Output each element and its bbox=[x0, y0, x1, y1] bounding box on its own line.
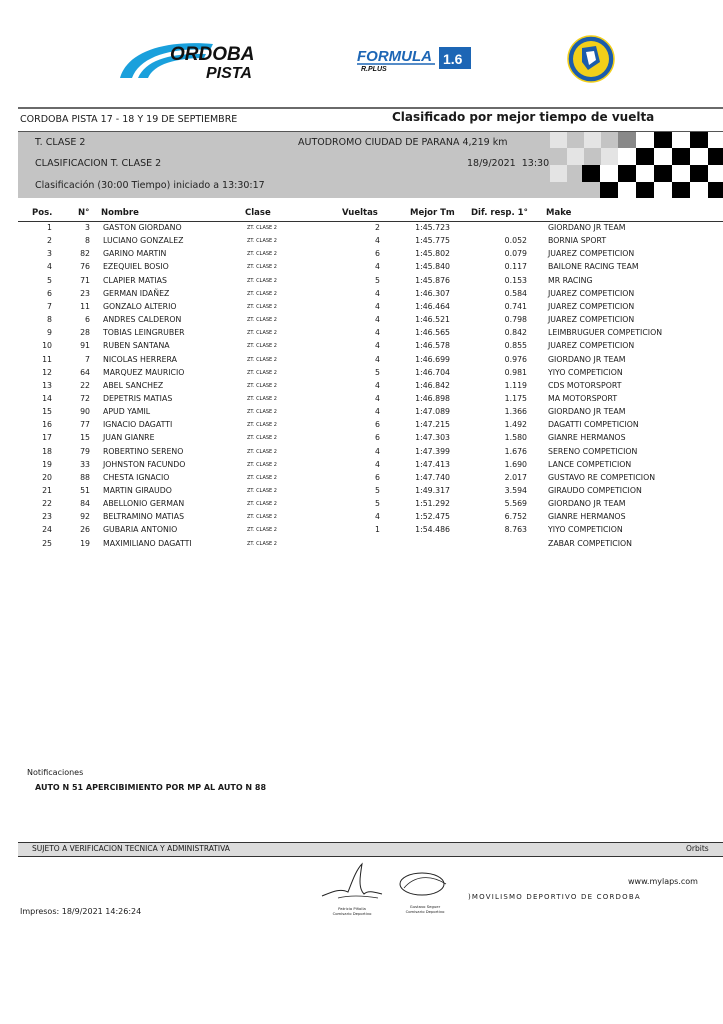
cell-laps: 4 bbox=[375, 288, 380, 298]
cell-laps: 4 bbox=[375, 512, 380, 522]
cell-best: 1:46.307 bbox=[415, 288, 450, 298]
cell-name: LUCIANO GONZALEZ bbox=[103, 236, 184, 246]
cell-name: ANDRES CALDERON bbox=[103, 315, 182, 325]
cell-diff: 0.976 bbox=[504, 354, 527, 364]
cell-laps: 4 bbox=[375, 393, 380, 403]
cell-clase: ZT. CLASE 2 bbox=[247, 317, 277, 324]
cell-best: 1:46.578 bbox=[415, 341, 450, 351]
cell-num: 79 bbox=[80, 446, 90, 456]
cell-clase: ZT. CLASE 2 bbox=[247, 356, 277, 363]
cell-make: JUAREZ COMPETICION bbox=[548, 315, 635, 325]
col-header-name: Nombre bbox=[101, 208, 139, 218]
cell-laps: 4 bbox=[375, 341, 380, 351]
session-detail: Clasificación (30:00 Tiempo) iniciado a 13:30:17 bbox=[35, 180, 265, 191]
table-row bbox=[0, 355, 723, 368]
cell-best: 1:52.475 bbox=[415, 512, 450, 522]
cell-clase: ZT. CLASE 2 bbox=[247, 501, 277, 508]
cell-clase: ZT. CLASE 2 bbox=[247, 264, 277, 271]
cell-laps: 5 bbox=[375, 499, 380, 509]
signature-2-scribble bbox=[394, 870, 456, 900]
cell-clase: ZT. CLASE 2 bbox=[247, 303, 277, 310]
cell-best: 1:46.898 bbox=[415, 393, 450, 403]
cell-best: 1:45.723 bbox=[415, 223, 450, 232]
cell-best: 1:46.842 bbox=[415, 380, 450, 390]
cell-clase: ZT. CLASE 2 bbox=[247, 435, 277, 442]
cell-pos: 23 bbox=[42, 512, 52, 522]
cell-name: MARQUEZ MAURICIO bbox=[103, 367, 185, 377]
table-row bbox=[0, 407, 723, 420]
cell-pos: 16 bbox=[42, 420, 52, 430]
cell-name: EZEQUIEL BOSIO bbox=[103, 262, 169, 272]
cell-clase: ZT. CLASE 2 bbox=[247, 461, 277, 468]
cell-name: MAXIMILIANO DAGATTI bbox=[103, 538, 192, 548]
cell-laps: 1 bbox=[375, 525, 380, 535]
cell-make: LANCE COMPETICION bbox=[548, 459, 632, 469]
cell-pos: 4 bbox=[47, 262, 52, 272]
cell-pos: 8 bbox=[47, 315, 52, 325]
cell-diff: 0.981 bbox=[504, 367, 527, 377]
cell-diff: 1.676 bbox=[504, 446, 527, 456]
cell-diff: 1.175 bbox=[504, 393, 527, 403]
table-row bbox=[0, 276, 723, 289]
checkered-flag-icon bbox=[550, 132, 723, 198]
cell-clase: ZT. CLASE 2 bbox=[247, 290, 277, 297]
table-row bbox=[0, 262, 723, 275]
cell-make: MA MOTORSPORT bbox=[548, 393, 618, 403]
cell-num: 33 bbox=[80, 459, 90, 469]
cell-laps: 4 bbox=[375, 459, 380, 469]
cell-best: 1:47.303 bbox=[415, 433, 450, 443]
cell-diff: 0.052 bbox=[504, 236, 527, 246]
printed-timestamp: Impresos: 18/9/2021 14:26:24 bbox=[20, 907, 142, 916]
formula-logo-sub: R.PLUS bbox=[361, 66, 387, 72]
cell-diff: 1.119 bbox=[504, 380, 527, 390]
cell-name: GUBARIA ANTONIO bbox=[103, 525, 178, 535]
cell-num: 82 bbox=[80, 249, 90, 259]
cell-name: CHESTA IGNACIO bbox=[103, 472, 170, 482]
cell-diff: 5.569 bbox=[504, 499, 527, 509]
cell-name: JOHNSTON FACUNDO bbox=[103, 459, 186, 469]
cell-best: 1:46.565 bbox=[415, 328, 450, 338]
cell-diff: 1.580 bbox=[504, 433, 527, 443]
cell-make: DAGATTI COMPETICION bbox=[548, 420, 639, 430]
col-header-pos: Pos. bbox=[32, 208, 53, 218]
cell-clase: ZT. CLASE 2 bbox=[247, 395, 277, 402]
cell-clase: ZT. CLASE 2 bbox=[247, 238, 277, 245]
cell-pos: 14 bbox=[42, 393, 52, 403]
table-row bbox=[0, 302, 723, 315]
category-label: T. CLASE 2 bbox=[35, 137, 86, 148]
signature-2-role: Comisario Deportivo bbox=[405, 909, 445, 914]
cell-make: GIANRE HERMANOS bbox=[548, 512, 626, 522]
cell-clase: ZT. CLASE 2 bbox=[247, 330, 277, 337]
col-header-best: Mejor Tm bbox=[410, 208, 455, 218]
cell-make: YIYO COMPETICION bbox=[548, 367, 623, 377]
cell-pos: 15 bbox=[42, 407, 52, 417]
cell-pos: 7 bbox=[47, 301, 52, 311]
cell-best: 1:45.876 bbox=[415, 275, 450, 285]
cell-num: 23 bbox=[80, 288, 90, 298]
cell-laps: 4 bbox=[375, 328, 380, 338]
orbits-brand: Orbits bbox=[686, 844, 709, 853]
cell-laps: 6 bbox=[375, 472, 380, 482]
cell-best: 1:47.399 bbox=[415, 446, 450, 456]
cell-make: JUAREZ COMPETICION bbox=[548, 301, 635, 311]
cell-diff: 0.842 bbox=[504, 328, 527, 338]
formula-logo-word: FORMULA bbox=[357, 48, 432, 65]
cell-pos: 3 bbox=[47, 249, 52, 259]
cell-make: JUAREZ COMPETICION bbox=[548, 341, 635, 351]
cell-num: 91 bbox=[80, 341, 90, 351]
cell-clase: ZT. CLASE 2 bbox=[247, 277, 277, 284]
cell-best: 1:47.215 bbox=[415, 420, 450, 430]
cordoba-logo-bottom: PISTA bbox=[206, 65, 252, 82]
cell-pos: 10 bbox=[42, 341, 52, 351]
cell-make: MR RACING bbox=[548, 275, 593, 285]
cell-laps: 4 bbox=[375, 446, 380, 456]
federation-seal-logo bbox=[566, 34, 616, 84]
col-header-clase: Clase bbox=[245, 208, 271, 218]
cell-clase: ZT. CLASE 2 bbox=[247, 251, 277, 258]
cell-pos: 21 bbox=[42, 486, 52, 495]
cell-diff: 0.741 bbox=[504, 301, 527, 311]
signature-2-name: Gustavo Seguer bbox=[409, 904, 441, 909]
cell-diff: 0.117 bbox=[504, 262, 527, 272]
cell-make: GIORDANO JR TEAM bbox=[548, 499, 626, 509]
cell-clase: ZT. CLASE 2 bbox=[247, 514, 277, 521]
cell-best: 1:54.486 bbox=[415, 525, 450, 535]
cell-diff: 0.798 bbox=[504, 315, 527, 325]
cell-num: 84 bbox=[80, 499, 90, 509]
cell-name: RUBEN SANTANA bbox=[103, 341, 170, 351]
cell-laps: 5 bbox=[375, 367, 380, 377]
cell-make: GIORDANO JR TEAM bbox=[548, 223, 626, 232]
notification-text: AUTO N 51 APERCIBIMIENTO POR MP AL AUTO N 88 bbox=[35, 783, 267, 792]
cell-pos: 11 bbox=[42, 354, 52, 364]
cell-num: 88 bbox=[80, 472, 90, 482]
cell-clase: ZT. CLASE 2 bbox=[247, 540, 277, 547]
cell-pos: 12 bbox=[42, 367, 52, 377]
table-row bbox=[0, 328, 723, 341]
cell-diff: 8.763 bbox=[504, 525, 527, 535]
cell-num: 11 bbox=[80, 301, 90, 311]
cell-num: 3 bbox=[85, 223, 90, 232]
cell-make: JUAREZ COMPETICION bbox=[548, 249, 635, 259]
cell-best: 1:45.802 bbox=[415, 249, 450, 259]
signature-2 bbox=[394, 870, 456, 914]
cell-name: APUD YAMIL bbox=[103, 407, 151, 417]
cell-make: BORNIA SPORT bbox=[548, 236, 607, 246]
cell-clase: ZT. CLASE 2 bbox=[247, 409, 277, 416]
cell-name: CLAPIER MATIAS bbox=[103, 275, 167, 285]
cell-diff: 0.584 bbox=[504, 288, 527, 298]
table-row bbox=[0, 368, 723, 381]
cell-diff: 6.752 bbox=[504, 512, 527, 522]
formula-logo bbox=[355, 46, 473, 72]
report-title: Clasificado por mejor tiempo de vuelta bbox=[392, 110, 655, 124]
table-row bbox=[0, 499, 723, 512]
col-header-make: Make bbox=[546, 208, 572, 218]
table-row bbox=[0, 460, 723, 473]
cell-best: 1:47.740 bbox=[415, 472, 450, 482]
cell-pos: 25 bbox=[42, 538, 52, 548]
cell-pos: 2 bbox=[47, 236, 52, 246]
cell-num: 26 bbox=[80, 525, 90, 535]
cell-diff: 1.690 bbox=[504, 459, 527, 469]
cell-name: GERMAN IDAÑEZ bbox=[103, 288, 170, 298]
cell-num: 51 bbox=[80, 486, 90, 495]
cell-name: MARTIN GIRAUDO bbox=[103, 486, 172, 495]
cell-best: 1:46.699 bbox=[415, 354, 450, 364]
cell-num: 64 bbox=[80, 367, 90, 377]
cordoba-logo-top: ORDOBA bbox=[170, 44, 255, 65]
table-row bbox=[0, 447, 723, 460]
cell-clase: ZT. CLASE 2 bbox=[247, 488, 277, 494]
cell-laps: 5 bbox=[375, 275, 380, 285]
cell-num: 77 bbox=[80, 420, 90, 430]
circuit-label: AUTODROMO CIUDAD DE PARANA 4,219 km bbox=[298, 137, 508, 148]
table-row bbox=[0, 433, 723, 446]
cell-laps: 4 bbox=[375, 236, 380, 246]
cell-laps: 6 bbox=[375, 433, 380, 443]
cell-diff: 1.366 bbox=[504, 407, 527, 417]
cell-num: 28 bbox=[80, 328, 90, 338]
cell-num: 92 bbox=[80, 512, 90, 522]
table-row bbox=[0, 341, 723, 354]
verification-note: SUJETO A VERIFICACION TECNICA Y ADMINISTRATIVA bbox=[32, 844, 230, 853]
cell-diff: 0.153 bbox=[504, 275, 527, 285]
signature-1-scribble bbox=[318, 862, 386, 902]
cell-diff: 2.017 bbox=[504, 472, 527, 482]
cell-name: GASTON GIORDANO bbox=[103, 223, 182, 232]
cell-best: 1:46.704 bbox=[415, 367, 450, 377]
table-row bbox=[0, 539, 723, 552]
cell-best: 1:47.089 bbox=[415, 407, 450, 417]
formula-logo-badge: 1.6 bbox=[443, 51, 463, 67]
cell-make: YIYO COMPETICION bbox=[548, 525, 623, 535]
cell-make: GUSTAVO RE COMPETICION bbox=[548, 472, 656, 482]
cell-laps: 4 bbox=[375, 315, 380, 325]
cell-make: GIORDANO JR TEAM bbox=[548, 407, 626, 417]
cell-make: CDS MOTORSPORT bbox=[548, 380, 622, 390]
table-row bbox=[0, 486, 723, 499]
table-row bbox=[0, 223, 723, 236]
cell-pos: 19 bbox=[42, 459, 52, 469]
cell-pos: 13 bbox=[42, 380, 52, 390]
cell-num: 19 bbox=[80, 538, 90, 548]
cell-best: 1:45.840 bbox=[415, 262, 450, 272]
cell-best: 1:47.413 bbox=[415, 459, 450, 469]
table-row bbox=[0, 394, 723, 407]
cell-num: 76 bbox=[80, 262, 90, 272]
cell-pos: 9 bbox=[47, 328, 52, 338]
cell-num: 22 bbox=[80, 380, 90, 390]
cell-num: 71 bbox=[80, 275, 90, 285]
cell-pos: 20 bbox=[42, 472, 52, 482]
cell-diff: 0.079 bbox=[504, 249, 527, 259]
cell-best: 1:49.317 bbox=[415, 486, 450, 495]
table-row bbox=[0, 525, 723, 538]
table-row bbox=[0, 289, 723, 302]
cell-laps: 4 bbox=[375, 380, 380, 390]
federation-name: )MOVILISMO DEPORTIVO DE CORDOBA bbox=[468, 893, 641, 901]
cell-best: 1:51.292 bbox=[415, 499, 450, 509]
cell-name: DEPETRIS MATIAS bbox=[103, 393, 173, 403]
website-link[interactable]: www.mylaps.com bbox=[628, 877, 698, 886]
cell-best: 1:45.775 bbox=[415, 236, 450, 246]
cell-pos: 17 bbox=[42, 433, 52, 443]
col-header-num: N° bbox=[78, 208, 90, 218]
cell-make: ZABAR COMPETICION bbox=[548, 538, 632, 548]
table-row bbox=[0, 512, 723, 525]
cell-laps: 4 bbox=[375, 407, 380, 417]
table-row bbox=[0, 473, 723, 486]
cell-name: GONZALO ALTERIO bbox=[103, 301, 177, 311]
cell-diff: 1.492 bbox=[504, 420, 527, 430]
cell-clase: ZT. CLASE 2 bbox=[247, 422, 277, 429]
cell-num: 6 bbox=[85, 315, 90, 325]
cell-best: 1:46.521 bbox=[415, 315, 450, 325]
cell-make: GIANRE HERMANOS bbox=[548, 433, 626, 443]
cell-pos: 1 bbox=[47, 223, 52, 232]
cell-num: 8 bbox=[85, 236, 90, 246]
session-band bbox=[18, 132, 723, 198]
cell-num: 15 bbox=[80, 433, 90, 443]
cell-clase: ZT. CLASE 2 bbox=[247, 382, 277, 389]
cell-clase: ZT. CLASE 2 bbox=[247, 474, 277, 481]
cell-clase: ZT. CLASE 2 bbox=[247, 448, 277, 455]
table-row bbox=[0, 236, 723, 249]
table-row bbox=[0, 381, 723, 394]
cell-make: GIORDANO JR TEAM bbox=[548, 354, 626, 364]
cell-num: 7 bbox=[85, 354, 90, 364]
table-row bbox=[0, 315, 723, 328]
cordoba-pista-logo bbox=[118, 38, 263, 82]
notifications-label: Notificaciones bbox=[27, 768, 84, 777]
cell-name: JUAN GIANRE bbox=[103, 433, 155, 443]
cell-clase: ZT. CLASE 2 bbox=[247, 225, 277, 231]
col-header-laps: Vueltas bbox=[342, 208, 378, 218]
cell-make: GIRAUDO COMPETICION bbox=[548, 486, 642, 495]
cell-name: ABEL SANCHEZ bbox=[103, 380, 164, 390]
table-row bbox=[0, 420, 723, 433]
cell-name: IGNACIO DAGATTI bbox=[103, 420, 173, 430]
session-label: CLASIFICACION T. CLASE 2 bbox=[35, 158, 162, 169]
signature-1-name: Patricio Piñolla bbox=[338, 906, 366, 911]
signature-1-role: Comisario Deportivo bbox=[332, 911, 372, 916]
cell-laps: 5 bbox=[375, 486, 380, 495]
cell-num: 72 bbox=[80, 393, 90, 403]
cell-laps: 4 bbox=[375, 301, 380, 311]
signature-1 bbox=[318, 862, 386, 914]
cell-make: SERENO COMPETICION bbox=[548, 446, 638, 456]
results-table bbox=[0, 221, 723, 556]
header-rule bbox=[18, 107, 723, 109]
cell-num: 90 bbox=[80, 407, 90, 417]
cell-name: GARINO MARTIN bbox=[103, 249, 167, 259]
cell-make: JUAREZ COMPETICION bbox=[548, 288, 635, 298]
session-datetime: 18/9/2021 13:30 bbox=[467, 158, 550, 169]
cell-name: TOBIAS LEINGRUBER bbox=[103, 328, 185, 338]
event-title: CORDOBA PISTA 17 - 18 Y 19 DE SEPTIEMBRE bbox=[20, 114, 238, 125]
cell-diff: 0.855 bbox=[504, 341, 527, 351]
cell-pos: 24 bbox=[42, 525, 52, 535]
cell-name: ABELLONIO GERMAN bbox=[103, 499, 185, 509]
cell-make: BAILONE RACING TEAM bbox=[548, 262, 639, 272]
cell-best: 1:46.464 bbox=[415, 301, 450, 311]
cell-pos: 22 bbox=[42, 499, 52, 509]
cell-pos: 18 bbox=[42, 446, 52, 456]
col-header-diff: Dif. resp. 1° bbox=[471, 208, 528, 218]
cell-pos: 5 bbox=[47, 275, 52, 285]
cell-laps: 6 bbox=[375, 420, 380, 430]
cell-clase: ZT. CLASE 2 bbox=[247, 527, 277, 534]
cell-laps: 2 bbox=[375, 223, 380, 232]
cell-name: NICOLAS HERRERA bbox=[103, 354, 177, 364]
cell-name: ROBERTINO SERENO bbox=[103, 446, 184, 456]
cell-name: BELTRAMINO MATIAS bbox=[103, 512, 185, 522]
table-row bbox=[0, 249, 723, 262]
cell-clase: ZT. CLASE 2 bbox=[247, 369, 277, 376]
cell-clase: ZT. CLASE 2 bbox=[247, 343, 277, 350]
cell-make: LEIMBRUGUER COMPETICION bbox=[548, 328, 663, 338]
cell-laps: 4 bbox=[375, 262, 380, 272]
cell-diff: 3.594 bbox=[504, 486, 527, 495]
cell-laps: 4 bbox=[375, 354, 380, 364]
cell-laps: 6 bbox=[375, 249, 380, 259]
cell-pos: 6 bbox=[47, 288, 52, 298]
